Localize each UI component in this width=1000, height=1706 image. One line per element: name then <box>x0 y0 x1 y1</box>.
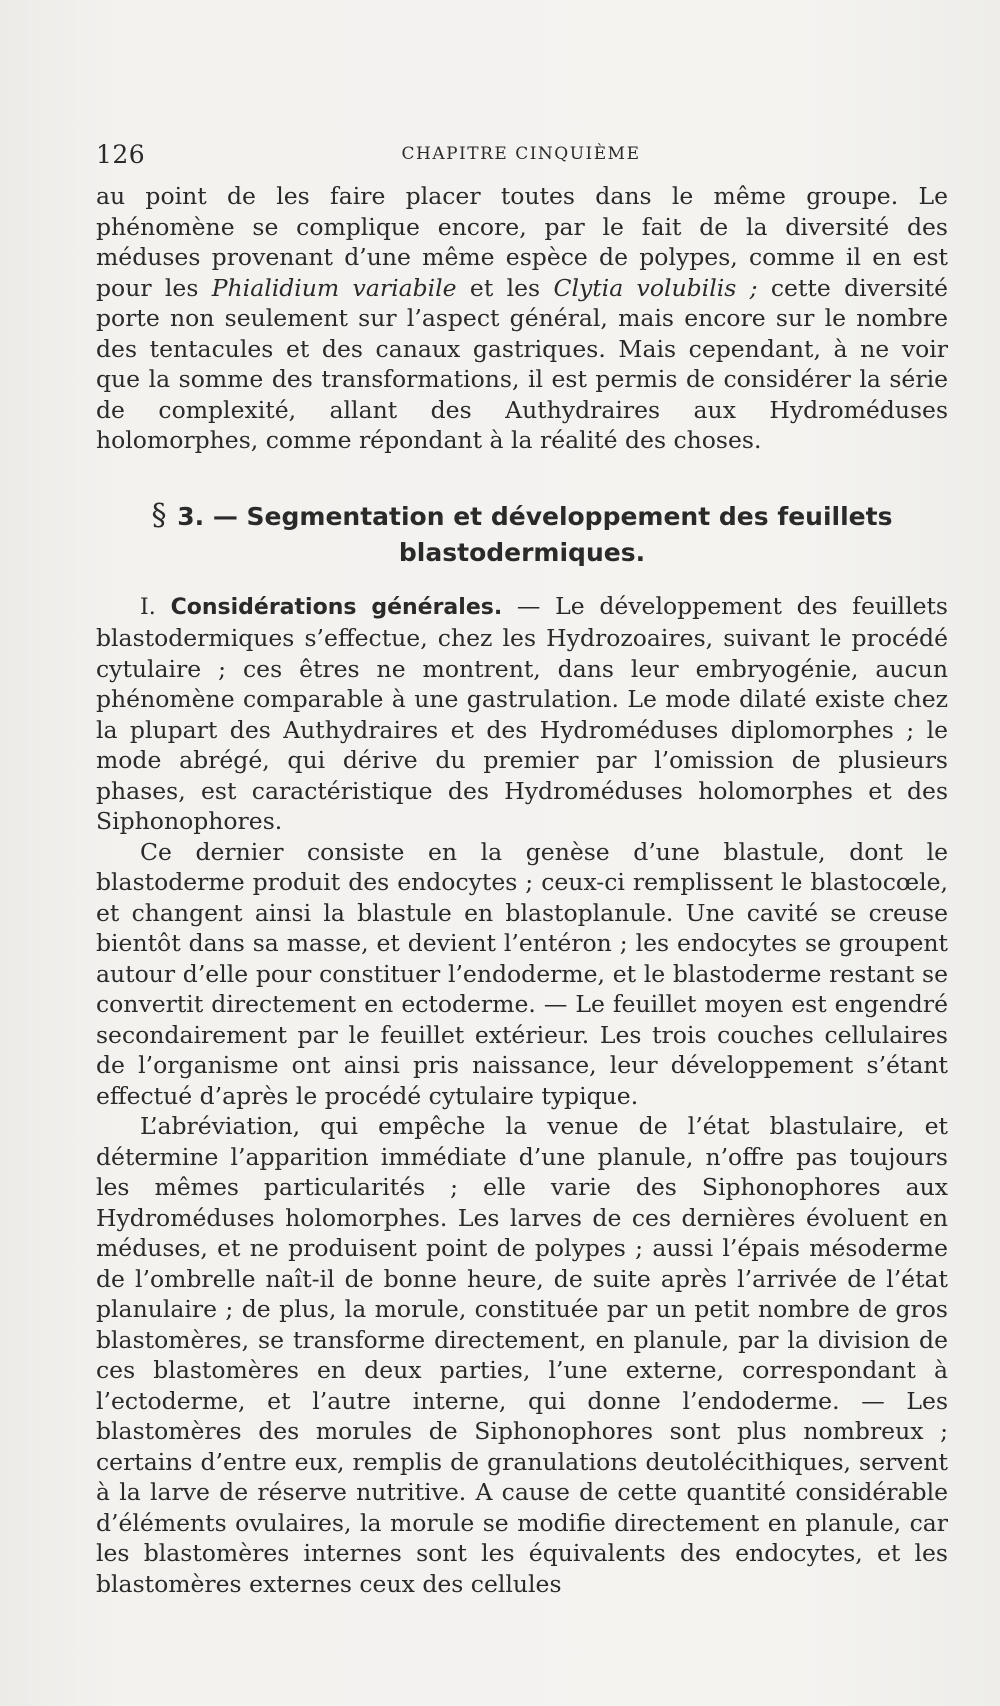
subsection-text: — Le développement des feuillets blastodermiques s’effectue, chez les Hydrozoaires, suivant le procédé cytulaire ; ces êtres ne montrent, dans leur embryogénie, aucun phénomène comparable à une gastrulation. Le mode dilaté existe chez la plupart des Authydraires et des Hydroméduses diplomorphes ; le mode abrégé, qui dérive du premier par l’omission de plusieurs phases, est caractéristique des Hydroméduses holomorphes et des Siphonophores. <box>96 591 948 835</box>
section-heading <box>96 498 948 571</box>
body-text <box>96 181 948 1599</box>
paragraph-text: au point de les faire placer toutes dans le même groupe. Le phénomène se complique encore, par le fait de la diversité des méduses provenant d’une même espèce de polypes, comme il en est pour les <box>96 182 948 302</box>
paragraph-ce-dernier: Ce dernier consiste en la genèse d’une blastule, dont le blastoderme produit des endocytes ; ceux-ci remplissent le blastocœle, et changent ainsi la blastule en blastoplanule. Une cavité se creuse bientôt dans sa masse, et devient l’entéron ; les endocytes se groupent autour d’elle pour constituer l’endoderme, et le blastoderme restant se convertit directement en ectoderme. — Le feuillet moyen est engendré secondairement par le feuillet extérieur. Les trois couches cellulaires de l’organisme ont ainsi pris naissance, leur développement s’étant effectué d’après le procédé cytulaire typique. <box>96 837 948 1110</box>
section-heading-text: 3. — Segmentation et développement des feuillets blastodermiques. <box>177 501 893 567</box>
chapter-title: CHAPITRE CINQUIÈME <box>401 144 641 164</box>
species-name-clytia: Clytia volubilis ; <box>553 273 758 302</box>
paragraph-continuation <box>96 181 948 456</box>
paragraph-abreviation: L’abréviation, qui empêche la venue de l’état blastulaire, et détermine l’apparition immédiate d’une planule, n’offre pas toujours les mêmes particularités ; elle varie des Siphonophores aux Hydroméduses holomorphes. Les larves de ces dernières évoluent en méduses, et ne produisent point de polypes ; aussi l’épais mésoderme de l’ombrelle naît-il de bonne heure, de suite après l’arrivée de l’état planulaire ; de plus, la morule, constituée par un petit nombre de gros blastomères, se transforme directement, en planule, par la division de ces blastomères en deux parties, l’une externe, correspondant à l’ectoderme, et l’autre interne, qui donne l’endoderme. — Les blastomères des morules de Siphonophores sont plus nombreux ; certains d’entre eux, remplis de granulations deutolécithiques, servent à la larve de réserve nutritive. A cause de cette quantité considérable d’éléments ovulaires, la morule se modifie directement en planule, car les blastomères internes sont les équivalents des endocytes, et les blastomères externes ceux des cellules <box>96 1112 948 1598</box>
subsection-number: I. <box>140 594 156 620</box>
paragraph-text: et les <box>456 273 554 302</box>
subsection-title: Considérations générales. <box>170 594 503 620</box>
species-name-phialidium: Phialidium variabile <box>211 273 457 302</box>
running-head <box>96 140 946 174</box>
subsection-paragraph <box>96 591 948 837</box>
subsection-heading <box>140 595 502 620</box>
page-number: 126 <box>96 140 146 169</box>
paragraph-text: cette diversité porte non seulement sur l’aspect général, mais encore sur le nombre des tentacules et des canaux gastriques. Mais cependant, à ne voir que la somme des transformations, il est permis de considérer la série de complexité, allant des Authydraires aux Hydroméduses holomorphes, comme répondant à la réalité des choses. <box>96 273 948 454</box>
section-symbol: § <box>151 497 167 533</box>
